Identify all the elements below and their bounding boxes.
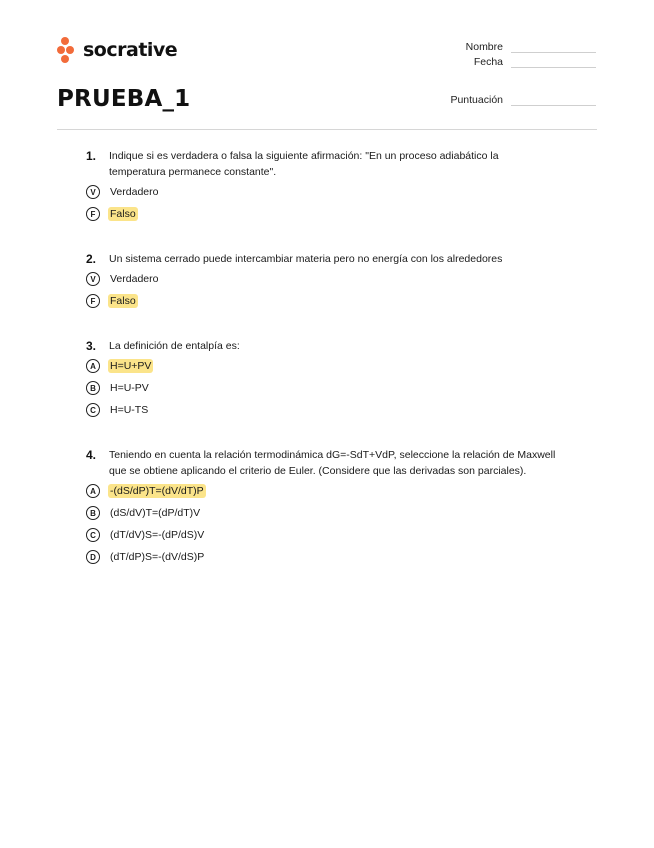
brand-name: socrative [83,39,178,61]
option-badge: A [86,359,100,373]
option-true[interactable] [86,268,556,290]
score-line[interactable] [511,97,596,106]
option-b[interactable] [86,377,556,399]
question-4 [86,447,556,568]
option-badge: B [86,381,100,395]
option-badge: V [86,185,100,199]
score-label: Puntuación [450,94,503,106]
option-badge: D [86,550,100,564]
option-text: H=U-TS [110,404,149,416]
question-3 [86,338,556,421]
option-text: Verdadero [110,186,159,198]
option-badge: F [86,294,100,308]
socrative-logo [57,37,177,63]
option-badge: V [86,272,100,286]
date-line[interactable] [511,59,596,68]
name-field[interactable] [466,41,596,53]
question-2 [86,251,556,312]
option-badge: B [86,506,100,520]
option-text-correct: Falso [110,208,136,220]
option-false[interactable] [86,203,556,225]
option-a[interactable] [86,480,556,502]
option-text: (dS/dV)T=(dP/dT)V [110,507,201,519]
option-c[interactable] [86,524,556,546]
option-text: (dT/dV)S=-(dP/dS)V [110,529,205,541]
option-b[interactable] [86,502,556,524]
question-number: 2. [86,252,97,266]
option-text-correct: H=U+PV [110,360,152,372]
name-label: Nombre [465,41,503,53]
header-divider [57,129,597,130]
option-text-correct: Falso [110,295,136,307]
score-field[interactable] [450,94,596,106]
date-field[interactable] [474,56,596,68]
question-text: Un sistema cerrado puede intercambiar materia pero no energía con los alrededores [109,253,503,265]
option-badge: A [86,484,100,498]
name-line[interactable] [511,44,596,53]
option-true[interactable] [86,181,556,203]
question-number: 4. [86,448,97,462]
question-text: Indique si es verdadera o falsa la siguiente afirmación: "En un proceso adiabático la temperatura permanece constante". [109,150,499,178]
option-badge: C [86,403,100,417]
question-text: La definición de entalpía es: [109,340,240,352]
option-c[interactable] [86,399,556,421]
option-text: (dT/dP)S=-(dV/dS)P [110,551,205,563]
option-text: H=U-PV [110,382,149,394]
question-number: 1. [86,149,97,163]
question-1 [86,148,556,225]
option-false[interactable] [86,290,556,312]
option-text: Verdadero [110,273,159,285]
question-number: 3. [86,339,97,353]
option-badge: C [86,528,100,542]
option-d[interactable] [86,546,556,568]
page-title: PRUEBA_1 [57,86,191,112]
option-a[interactable] [86,355,556,377]
logo-mark-icon [57,37,79,63]
date-label: Fecha [473,56,503,68]
option-text-correct: -(dS/dP)T=(dV/dT)P [110,485,204,497]
question-text: Teniendo en cuenta la relación termodinámica dG=-SdT+VdP, seleccione la relación de Maxwell que se obtiene aplicando el criterio de Euler. (Considere que las derivadas son parciales). [109,449,556,477]
option-badge: F [86,207,100,221]
